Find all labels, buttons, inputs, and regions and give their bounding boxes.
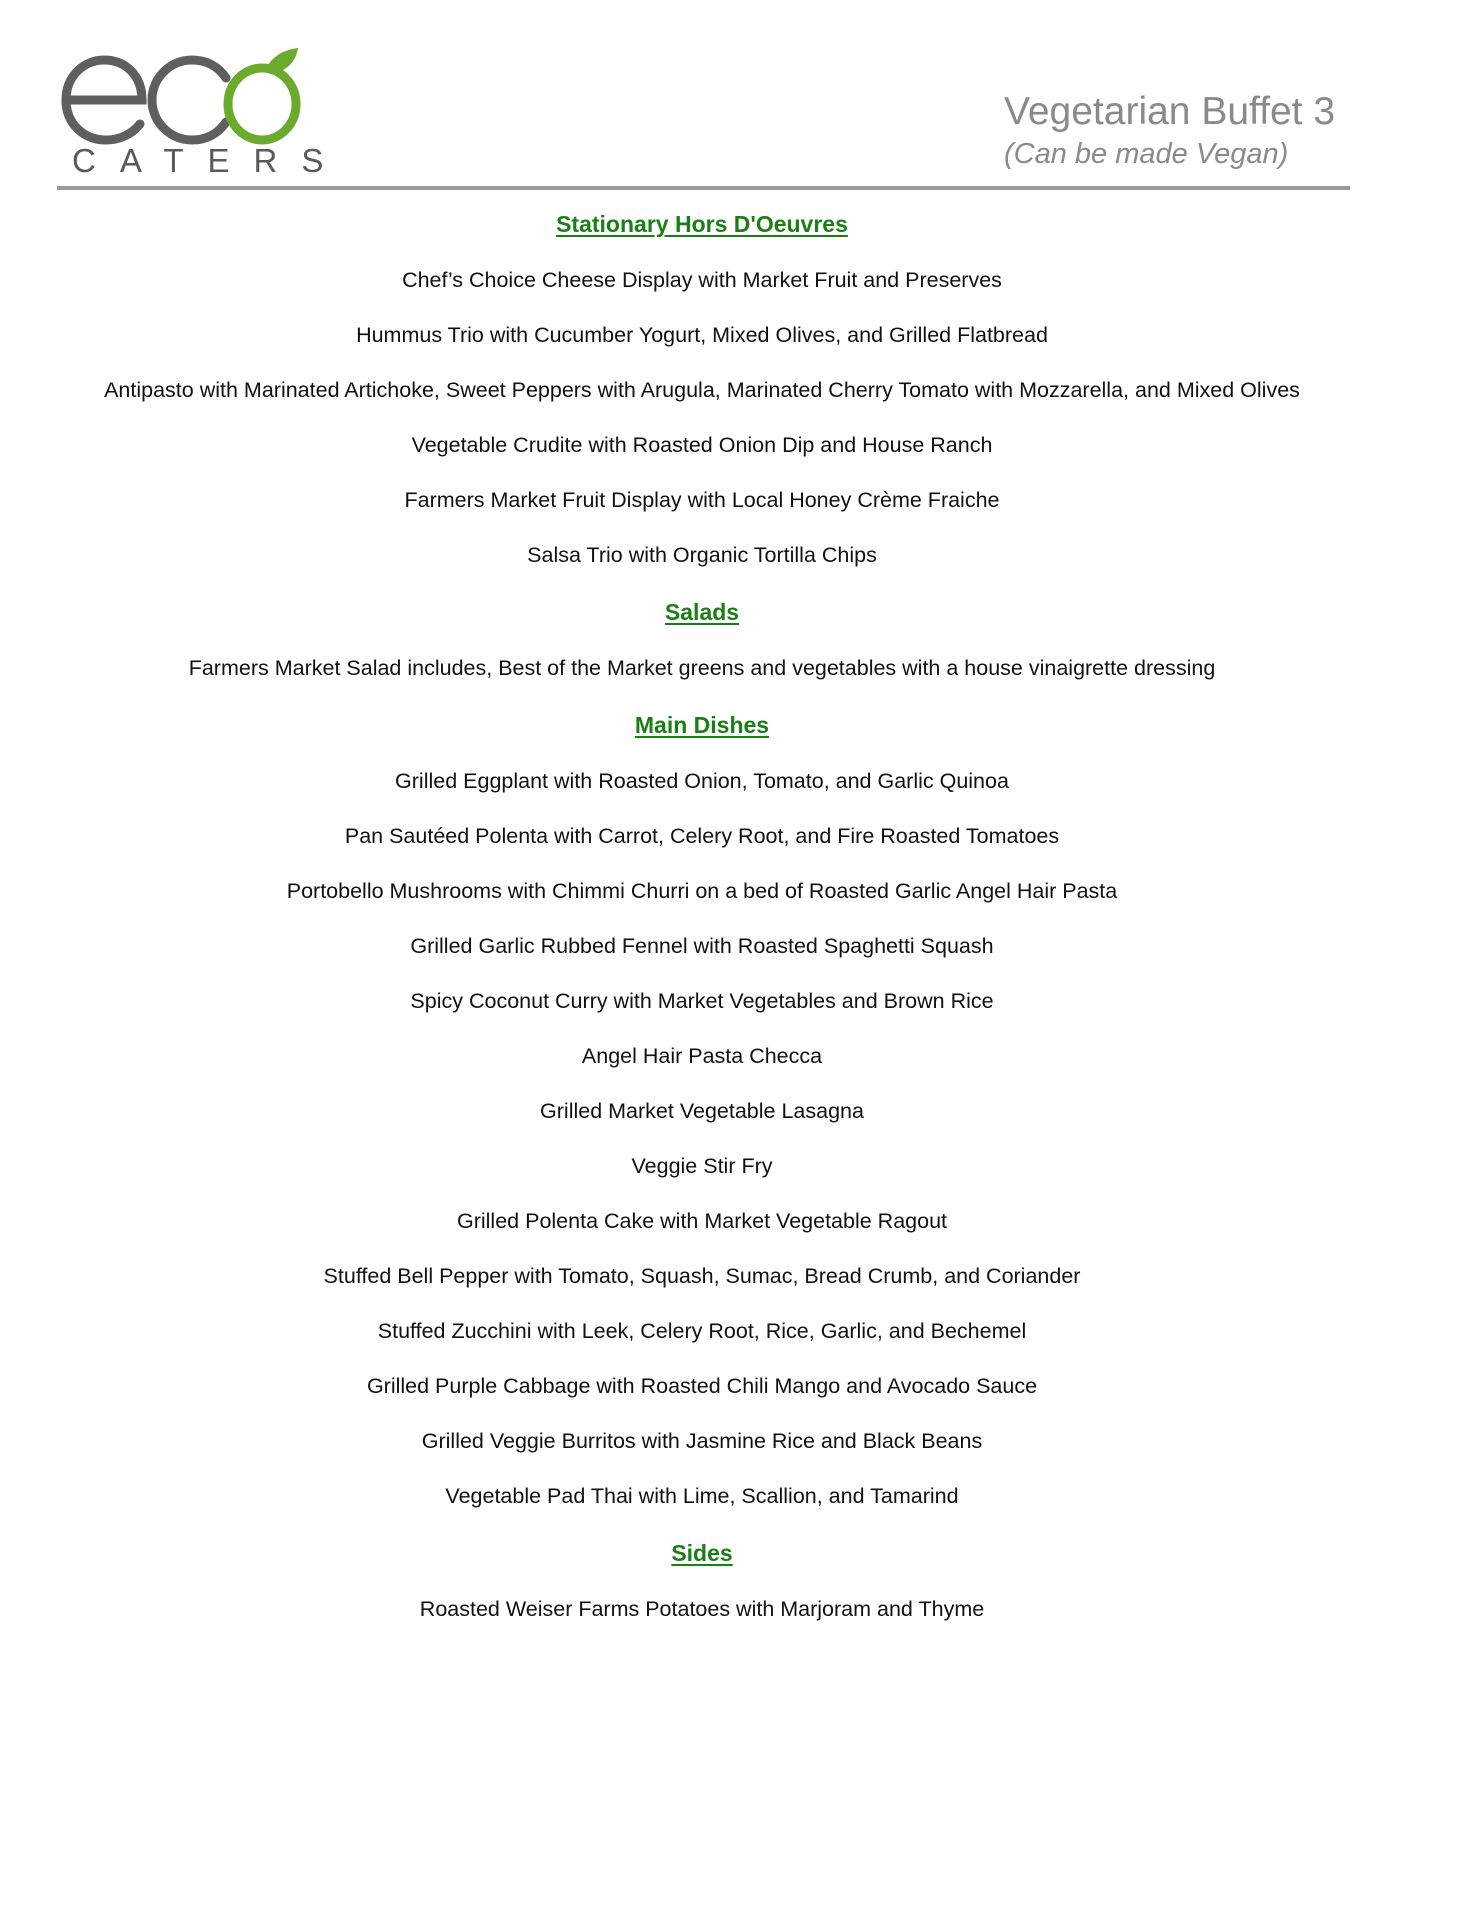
header-divider [57,186,1350,190]
menu-section [0,205,1404,593]
section-title: Salads [664,599,740,625]
logo-caters-text: CATERS [72,142,348,179]
menu-item: Stuffed Zucchini with Leek, Celery Root, Rice, Garlic, and Bechemel [377,1319,1027,1343]
page-subtitle: (Can be made Vegan) [1004,138,1289,170]
menu-item: Farmers Market Salad includes, Best of the Market greens and vegetables with a house vinaigrette dressing [188,656,1216,680]
menu-section [0,593,1404,706]
menu-item: Spicy Coconut Curry with Market Vegetables and Brown Rice [410,989,994,1013]
title-block [1004,88,1334,172]
menu-item: Portobello Mushrooms with Chimmi Churri on a bed of Roasted Garlic Angel Hair Pasta [286,879,1118,903]
section-title: Stationary Hors D'Oeuvres [556,211,848,237]
menu-item: Hummus Trio with Cucumber Yogurt, Mixed Olives, and Grilled Flatbread [356,323,1048,347]
menu-item: Grilled Eggplant with Roasted Onion, Tomato, and Garlic Quinoa [395,769,1009,793]
menu-item: Antipasto with Marinated Artichoke, Sweet Peppers with Arugula, Marinated Cherry Tomato with Mozzarella, and Mixed Olives [104,378,1300,402]
menu-item: Grilled Market Vegetable Lasagna [540,1099,864,1123]
menu-item: Vegetable Crudite with Roasted Onion Dip and House Ranch [411,433,993,457]
menu-content [0,205,1404,1647]
menu-item: Veggie Stir Fry [631,1154,773,1178]
menu-item: Vegetable Pad Thai with Lime, Scallion, and Tamarind [445,1484,959,1508]
section-title: Main Dishes [634,712,770,738]
menu-item: Angel Hair Pasta Checca [581,1044,823,1068]
menu-item: Chef’s Choice Cheese Display with Market Fruit and Preserves [402,268,1002,292]
section-title: Sides [671,1540,733,1566]
menu-item: Salsa Trio with Organic Tortilla Chips [527,543,877,567]
menu-item: Grilled Purple Cabbage with Roasted Chili Mango and Avocado Sauce [366,1374,1038,1398]
eco-caters-logo [56,48,348,179]
menu-item: Pan Sautéed Polenta with Carrot, Celery Root, and Fire Roasted Tomatoes [344,824,1060,848]
menu-item: Farmers Market Fruit Display with Local Honey Crème Fraiche [404,488,1000,512]
menu-item: Grilled Polenta Cake with Market Vegetable Ragout [457,1209,947,1233]
page-title: Vegetarian Buffet 3 [1004,90,1336,133]
menu-item: Grilled Garlic Rubbed Fennel with Roasted Spaghetti Squash [410,934,994,958]
menu-section [0,706,1404,1534]
menu-item: Grilled Veggie Burritos with Jasmine Rice and Black Beans [421,1429,983,1453]
menu-section [0,1534,1404,1647]
menu-item: Roasted Weiser Farms Potatoes with Marjoram and Thyme [419,1597,985,1621]
menu-item: Stuffed Bell Pepper with Tomato, Squash, Sumac, Bread Crumb, and Coriander [323,1264,1081,1288]
eco-logo-mark [56,48,316,148]
